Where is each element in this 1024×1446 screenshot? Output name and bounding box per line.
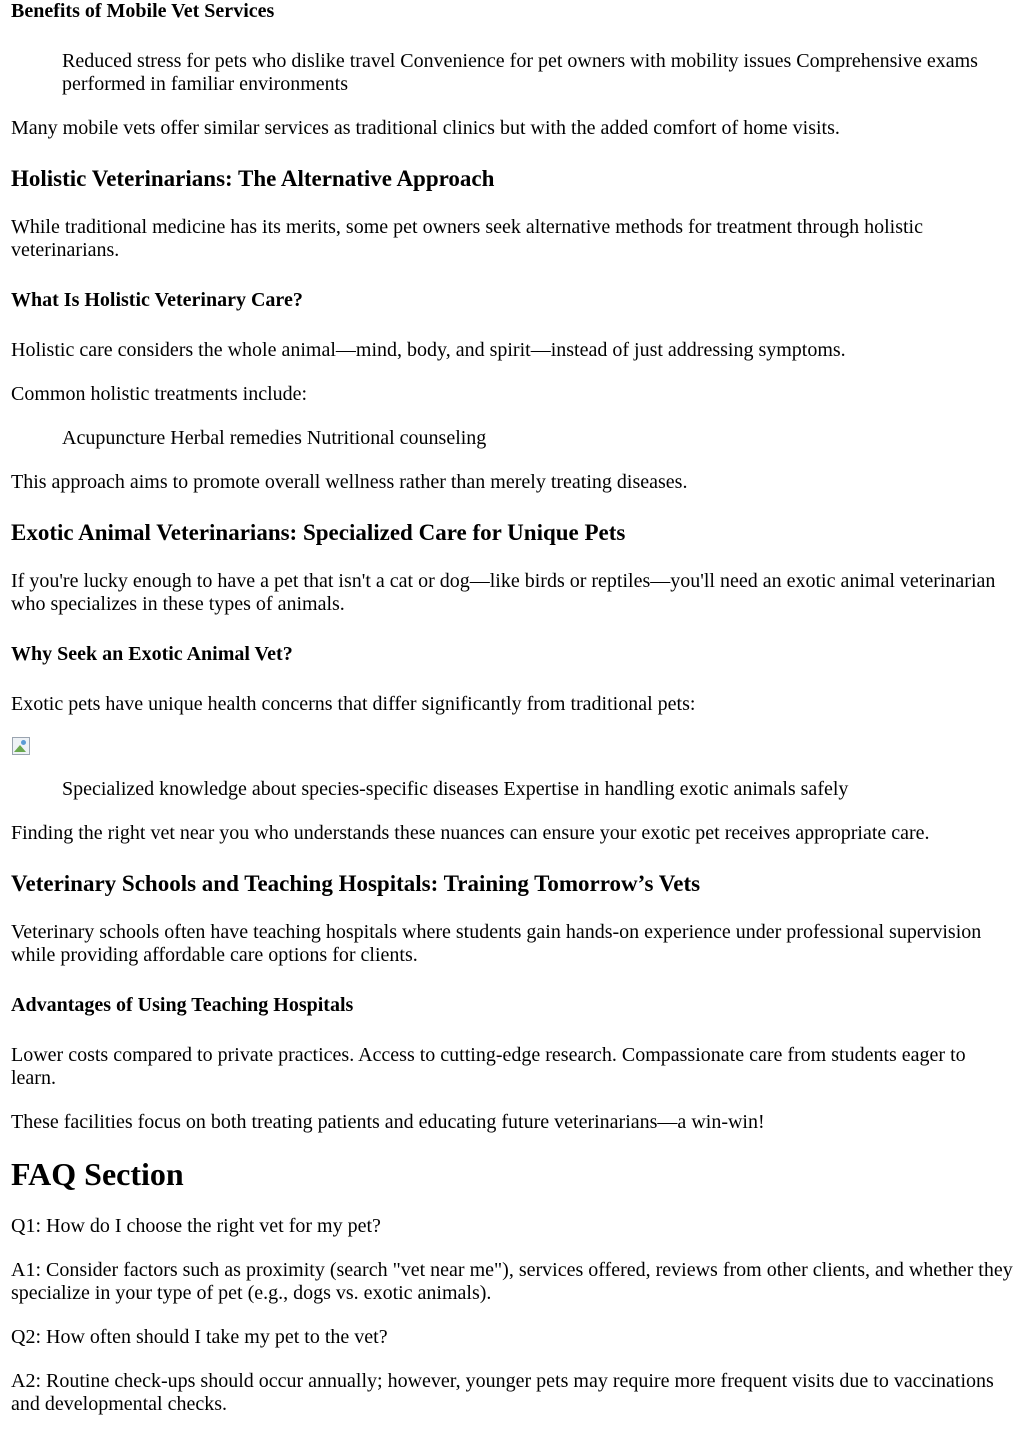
broken-image-icon — [11, 736, 31, 756]
schools-summary: These facilities focus on both treating patients and educating future veterinarians—a win-win! — [11, 1111, 765, 1133]
faq-question-2: Q2: How often should I take my pet to the vet? — [11, 1326, 388, 1348]
exotic-heading: Exotic Animal Veterinarians: Specialized Care for Unique Pets — [11, 520, 626, 545]
faq-answer-1: A1: Consider factors such as proximity (search "vet near me"), services offered, reviews from other clients, and whether they specialize in your type of pet (e.g., dogs vs. exotic animals). — [11, 1259, 1013, 1304]
mobile-benefits-list: Reduced stress for pets who dislike travel Convenience for pet owners with mobility issues Comprehensive exams performed in familiar environments — [62, 50, 978, 95]
schools-subheading: Advantages of Using Teaching Hospitals — [11, 994, 354, 1016]
holistic-summary: This approach aims to promote overall wellness rather than merely treating diseases. — [11, 471, 688, 493]
faq-answer-2: A2: Routine check-ups should occur annually; however, younger pets may require more frequent visits due to vaccinations and developmental checks. — [11, 1370, 994, 1415]
exotic-intro: If you're lucky enough to have a pet that isn't a cat or dog—like birds or reptiles—you'll need an exotic animal veterinarian who specializes in these types of animals. — [11, 570, 996, 615]
exotic-concerns: Exotic pets have unique health concerns that differ significantly from traditional pets: — [11, 693, 696, 715]
schools-intro: Veterinary schools often have teaching hospitals where students gain hands-on experience under professional supervision while providing affordable care options for clients. — [11, 921, 982, 966]
exotic-summary: Finding the right vet near you who understands these nuances can ensure your exotic pet receives appropriate care. — [11, 822, 930, 844]
schools-advantages: Lower costs compared to private practices. Access to cutting-edge research. Compassionate care from students eager to learn. — [11, 1044, 966, 1089]
holistic-definition: Holistic care considers the whole animal—mind, body, and spirit—instead of just addressing symptoms. — [11, 339, 846, 361]
exotic-subheading: Why Seek an Exotic Animal Vet? — [11, 643, 293, 665]
faq-question-1: Q1: How do I choose the right vet for my pet? — [11, 1215, 381, 1237]
holistic-treatments-intro: Common holistic treatments include: — [11, 383, 308, 405]
mobile-summary: Many mobile vets offer similar services as traditional clinics but with the added comfort of home visits. — [11, 117, 840, 139]
exotic-expertise-list: Specialized knowledge about species-specific diseases Expertise in handling exotic animals safely — [62, 778, 849, 800]
holistic-treatments-list: Acupuncture Herbal remedies Nutritional counseling — [62, 427, 487, 449]
holistic-heading: Holistic Veterinarians: The Alternative Approach — [11, 166, 495, 191]
holistic-intro: While traditional medicine has its merits, some pet owners seek alternative methods for treatment through holistic veterinarians. — [11, 216, 923, 261]
schools-heading: Veterinary Schools and Teaching Hospitals: Training Tomorrow’s Vets — [11, 871, 701, 896]
faq-heading: FAQ Section — [11, 1156, 184, 1192]
mobile-benefits-heading: Benefits of Mobile Vet Services — [11, 0, 275, 22]
holistic-subheading: What Is Holistic Veterinary Care? — [11, 289, 303, 311]
